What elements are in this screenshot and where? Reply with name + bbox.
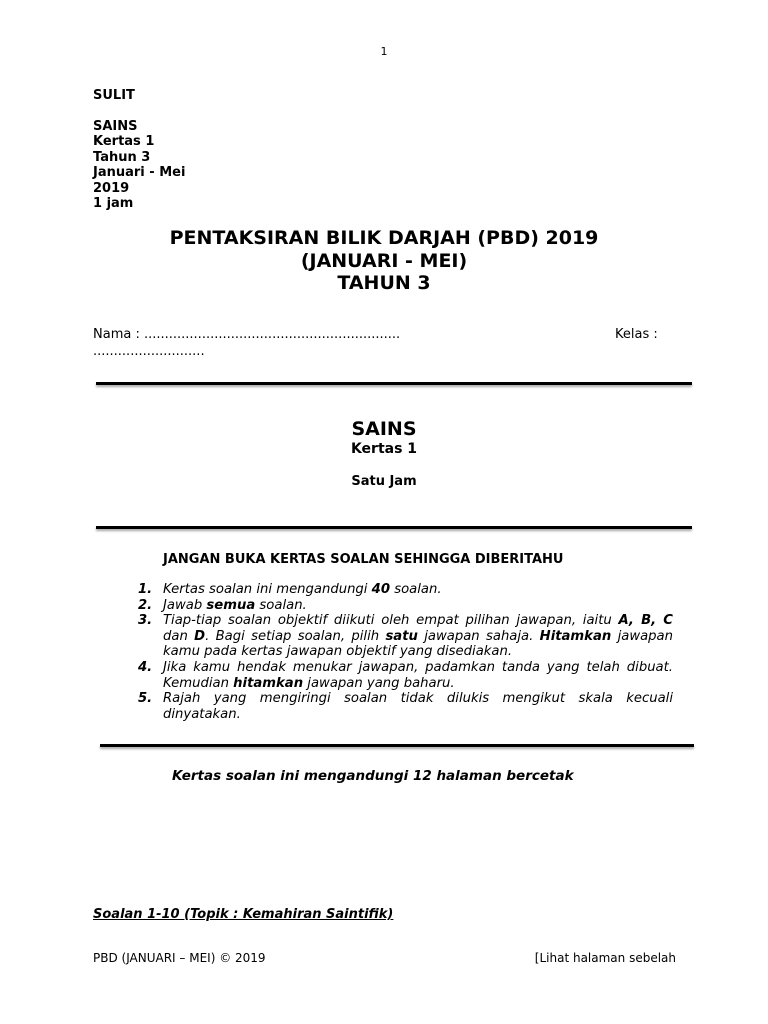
student-details (93, 326, 683, 359)
instruction-number: 3. (138, 613, 153, 629)
instruction-text: jawapan kamu pada kertas jawapan objektif yang disediakan. (163, 628, 673, 660)
instruction-emphasis: D (194, 628, 206, 644)
divider-line (100, 744, 694, 747)
instruction-number: 4. (138, 659, 153, 675)
header-year: 2019 (93, 180, 130, 196)
instruction-text: soalan. (255, 597, 307, 613)
instruction-emphasis: satu (385, 628, 418, 644)
instruction-emphasis: A, B, C (618, 613, 673, 629)
page-footer (93, 951, 676, 965)
header-subject: SAINS (93, 118, 138, 134)
subject-paper: Kertas 1 (350, 441, 418, 457)
page-number: 1 (380, 45, 388, 58)
subject-duration: Satu Jam (351, 474, 417, 489)
header-paper: Kertas 1 (93, 134, 155, 149)
instruction-item (130, 660, 673, 691)
instruction-item (130, 613, 673, 660)
instruction-list (130, 582, 673, 722)
instruction-text: Jawab (163, 597, 207, 613)
warning-notice: JANGAN BUKA KERTAS SOALAN SEHINGGA DIBERITAHU (163, 552, 564, 567)
instruction-emphasis: Hitamkan (539, 628, 612, 644)
instruction-text: jawapan yang baharu. (303, 675, 455, 691)
instruction-text: . Bagi setiap soalan, pilih (205, 628, 386, 644)
divider-line (96, 382, 692, 385)
instruction-text: Rajah yang mengiringi soalan tidak dilukis mengikut skala kecuali dinyatakan. (163, 691, 673, 722)
kelas-field[interactable]: ........................... (93, 344, 205, 359)
instruction-text: Kertas soalan ini mengandungi (163, 582, 372, 597)
instruction-emphasis: 40 (371, 582, 391, 597)
instruction-emphasis: semua (206, 597, 256, 613)
instruction-number: 1. (138, 582, 153, 597)
footer-left: PBD (JANUARI – MEI) © 2019 (93, 951, 266, 965)
exam-title-line-1: PENTAKSIRAN BILIK DARJAH (PBD) 2019 (169, 227, 599, 249)
name-field[interactable]: Nama : .............................................................. (93, 327, 401, 342)
exam-title-line-2: (JANUARI - MEI) (300, 249, 468, 272)
kelas-label: Kelas : (615, 327, 658, 342)
classification-label: SULIT (93, 88, 135, 103)
header-period: Januari - Mei (93, 165, 186, 180)
instruction-number: 2. (138, 597, 153, 613)
footer-right: [Lihat halaman sebelah (534, 951, 676, 965)
exam-title-line-3: TAHUN 3 (337, 272, 431, 294)
instruction-text: Tiap-tiap soalan objektif diikuti oleh empat pilihan jawapan, iaitu (163, 613, 619, 629)
instruction-text: Jika kamu hendak menukar jawapan, padamkan tanda yang telah dibuat. Kemudian (163, 659, 673, 691)
page-count-note: Kertas soalan ini mengandungi 12 halaman bercetak (172, 768, 574, 784)
instruction-number: 5. (138, 691, 153, 707)
instruction-text: soalan. (390, 582, 442, 597)
header-duration: 1 jam (93, 196, 134, 211)
divider-line (96, 526, 692, 529)
exam-title (0, 227, 768, 295)
instruction-item (130, 598, 673, 614)
instruction-emphasis: hitamkan (233, 675, 304, 691)
instruction-text: dan (163, 628, 195, 644)
section-title: Soalan 1-10 (Topik : Kemahiran Saintifik) (93, 907, 394, 922)
instruction-item (130, 582, 673, 598)
header-year-level: Tahun 3 (93, 149, 151, 165)
paper-header (93, 88, 185, 212)
instruction-item (130, 691, 673, 722)
instruction-text: jawapan sahaja. (417, 628, 540, 644)
subject-name: SAINS (351, 418, 417, 440)
subject-block (0, 418, 768, 490)
